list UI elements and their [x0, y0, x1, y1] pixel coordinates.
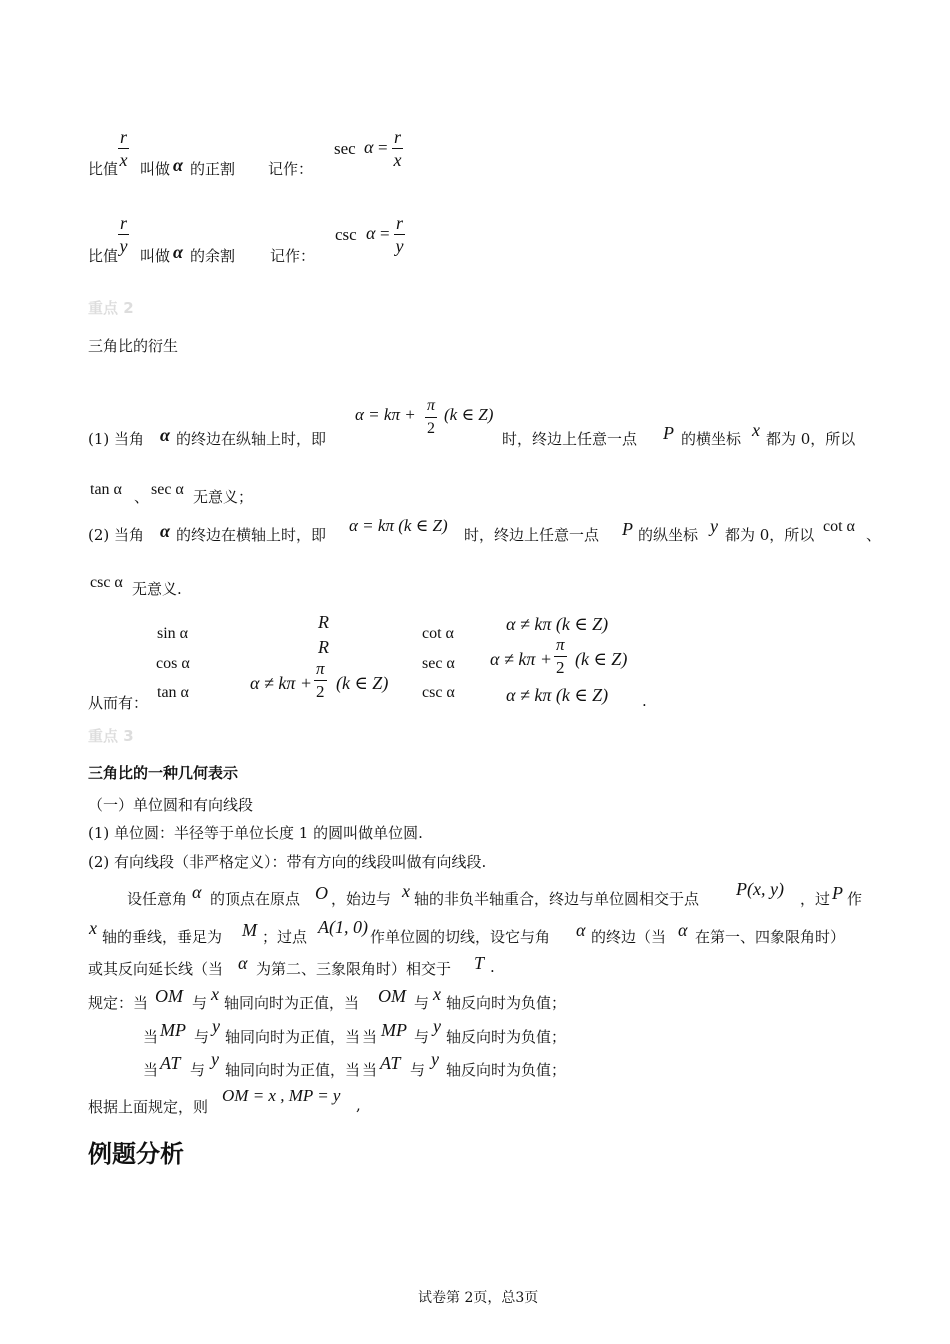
key3-title: 重点 3: [88, 727, 134, 745]
def1-rhs-fraction: [392, 126, 403, 171]
def2-note: 记作：: [270, 247, 316, 265]
table-tan: tan α: [157, 684, 189, 701]
rule2-c: 轴同向时为正值，当: [225, 1028, 361, 1046]
def1-greek2: α: [364, 137, 374, 157]
section-heading: 例题分析: [88, 1140, 184, 1168]
key3-line3: (2) 有向线段（非严格定义）：带有方向的线段叫做有向线段.: [88, 853, 487, 871]
table-sec-cond: (k ∈ Z): [575, 649, 628, 669]
rule1-c: 轴同向时为正值，当: [224, 994, 360, 1012]
table-sin: sin α: [157, 625, 189, 642]
table-cos-domain: R: [318, 637, 329, 657]
def2-greek2: α: [366, 223, 376, 243]
key2-subtitle: 三角比的衍生: [88, 337, 179, 355]
item2-alpha: α: [160, 521, 170, 541]
para-alpha1: α: [192, 882, 202, 902]
item2-p4: 的纵坐标: [638, 526, 699, 544]
def1-fraction: [118, 126, 129, 171]
final-end: ,: [356, 1096, 361, 1114]
item1-cond: (k ∈ Z): [444, 405, 494, 424]
rule1-with: 与: [192, 994, 208, 1012]
para-a1: 设任意角: [127, 890, 188, 908]
rule1-a: 规定：当: [88, 994, 149, 1012]
item1-tan: tan α: [90, 481, 122, 498]
item2-p5: 都为 0，所以: [725, 526, 815, 544]
def1-eq: =: [378, 138, 388, 157]
item2-cot: cot α: [823, 518, 855, 535]
para-a6: 作: [847, 890, 863, 908]
key3-line2: (1) 单位圆：半径等于单位长度 1 的圆叫做单位圆.: [88, 824, 423, 842]
item1-sec: sec α: [151, 481, 184, 498]
table-sec-pi: π: [554, 634, 567, 657]
item1-p3: 时，终边上任意一点: [502, 430, 638, 448]
def1-frac-num: r: [120, 127, 128, 147]
para-x2: x: [89, 918, 97, 938]
def1-note: 记作：: [268, 160, 314, 178]
item1-sep: 、: [134, 488, 150, 506]
key3-subtitle: 三角比的一种几何表示: [88, 764, 239, 782]
def2-rhs-num: r: [396, 213, 404, 233]
para-T: T: [474, 953, 485, 973]
table-cot-domain: α ≠ kπ (k ∈ Z): [506, 614, 609, 634]
item2-p1: (2) 当角: [88, 526, 145, 544]
table-tan-two: 2: [316, 682, 325, 701]
def2-rhs-den: y: [395, 236, 404, 256]
def2-frac-num: r: [120, 213, 128, 233]
rule2-a: 当: [143, 1028, 159, 1046]
table-lead: 从而有：: [88, 694, 149, 712]
def2-mid: 叫做: [140, 247, 171, 265]
para-b1: 轴的垂线，垂足为: [102, 928, 223, 946]
def1-lead: 比值: [88, 160, 119, 178]
rule2-y: y: [212, 1016, 220, 1036]
para-c3: .: [490, 958, 495, 976]
item2-sep: 、: [866, 526, 882, 544]
item1-p1: (1) 当角: [88, 430, 145, 448]
para-alpha4: α: [238, 953, 248, 973]
def2-tail: 的余割: [190, 247, 236, 265]
def1-tail: 的正割: [190, 160, 236, 178]
table-csc-domain: α ≠ kπ (k ∈ Z): [506, 685, 609, 705]
para-b2: ；过点: [262, 928, 308, 946]
rule3-AT: AT: [160, 1053, 181, 1073]
para-x1: x: [402, 881, 410, 901]
item2-csc: csc α: [90, 574, 123, 591]
def2-rhs-fraction: [394, 212, 405, 257]
rule1-x2: x: [433, 984, 441, 1004]
table-end: .: [642, 692, 647, 710]
key3-line1: （一）单位圆和有向线段: [88, 796, 254, 814]
table-cot: cot α: [422, 625, 454, 642]
def2-greek: α: [173, 242, 183, 262]
table-cos: cos α: [156, 655, 190, 672]
para-O: O: [315, 883, 328, 903]
rule1-with2: 与: [414, 994, 430, 1012]
item2-p2: 的终边在横轴上时，即: [176, 526, 327, 544]
para-alpha3: α: [678, 920, 688, 940]
para-c2: 为第二、三象限角时）相交于: [256, 960, 452, 978]
table-sec: sec α: [422, 655, 455, 672]
def1-mid: 叫做: [140, 160, 171, 178]
table-tan-domain: α ≠ kπ +: [250, 673, 312, 693]
def2-fn: csc: [335, 225, 357, 244]
rule3-y: y: [211, 1049, 219, 1069]
item1-x: x: [752, 420, 760, 440]
para-alpha2: α: [576, 920, 586, 940]
para-Pxy: P(x, y): [736, 879, 784, 899]
rule1-OM2: OM: [378, 986, 406, 1006]
rule2-with2: 与: [414, 1028, 430, 1046]
page-footer: 试卷第 2页，总3页: [418, 1290, 539, 1306]
para-b4: 的终边（当: [591, 928, 667, 946]
para-a3: ，始边与: [331, 890, 392, 908]
item2-y: y: [710, 516, 718, 536]
rule3-with2: 与: [410, 1061, 426, 1079]
rule3-with: 与: [190, 1061, 206, 1079]
def2-eq: =: [380, 224, 390, 243]
table-csc: csc α: [422, 684, 455, 701]
final-lead: 根据上面规定，则: [88, 1098, 209, 1116]
def1-fn: sec: [334, 139, 356, 158]
para-b5: 在第一、四象限角时）: [695, 928, 846, 946]
rule2-d: 轴反向时为负值；: [446, 1028, 567, 1046]
rule2-y2: y: [433, 1016, 441, 1036]
table-sec-two: 2: [556, 658, 565, 677]
rule1-d: 轴反向时为负值；: [446, 994, 567, 1012]
rule3-AT2: AT: [380, 1053, 401, 1073]
item2-P: P: [622, 519, 633, 539]
def2-lead: 比值: [88, 247, 119, 265]
item1-formula: α = kπ +: [355, 405, 416, 424]
item2-formula: α = kπ (k ∈ Z): [349, 516, 448, 535]
rule2-MP2: MP: [381, 1020, 407, 1040]
para-a2: 的顶点在原点: [210, 890, 301, 908]
item1-pi-fraction: [425, 395, 437, 440]
item1-p4: 的横坐标: [681, 430, 742, 448]
para-a5: ，过: [800, 890, 831, 908]
para-a4: 轴的非负半轴重合，终边与单位圆相交于点: [414, 890, 700, 908]
final-formula: OM = x , MP = y: [222, 1086, 341, 1105]
item1-p6: 无意义；: [193, 488, 254, 506]
rule3-a2: 当: [362, 1061, 378, 1079]
item1-alpha: α: [160, 425, 170, 445]
table-sec-domain: α ≠ kπ +: [490, 649, 552, 669]
def1-rhs-num: r: [394, 127, 402, 147]
table-sec-fraction: [554, 634, 567, 679]
def2-frac-den: y: [119, 236, 128, 256]
key2-title: 重点 2: [88, 299, 134, 317]
table-tan-pi: π: [314, 658, 327, 681]
item1-two: 2: [427, 420, 435, 437]
rule3-c: 轴同向时为正值，当: [225, 1061, 361, 1079]
rule2-MP: MP: [160, 1020, 186, 1040]
rule3-y2: y: [431, 1049, 439, 1069]
rule2-a2: 当: [362, 1028, 378, 1046]
rule2-with: 与: [194, 1028, 210, 1046]
def2-fraction: [118, 212, 129, 257]
def1-rhs-den: x: [393, 150, 402, 170]
rule3-d: 轴反向时为负值；: [446, 1061, 567, 1079]
item2-p6: 无意义.: [132, 580, 182, 598]
def1-frac-den: x: [119, 150, 128, 170]
item2-p3: 时，终边上任意一点: [464, 526, 600, 544]
table-tan-fraction: [314, 658, 327, 703]
rule3-a: 当: [143, 1061, 159, 1079]
rule1-OM: OM: [155, 986, 183, 1006]
para-A: A(1, 0): [318, 917, 368, 937]
para-c1: 或其反向延长线（当: [88, 960, 224, 978]
table-tan-cond: (k ∈ Z): [336, 673, 389, 693]
table-sin-domain: R: [318, 612, 329, 632]
para-M: M: [242, 920, 257, 940]
para-P: P: [832, 883, 843, 903]
rule1-x: x: [211, 984, 219, 1004]
item1-p2: 的终边在纵轴上时，即: [176, 430, 327, 448]
item1-P: P: [663, 423, 674, 443]
item1-p5: 都为 0，所以: [766, 430, 856, 448]
def1-greek: α: [173, 155, 183, 175]
para-b3: 作单位圆的切线，设它与角: [370, 928, 551, 946]
item1-pi: π: [425, 395, 437, 418]
